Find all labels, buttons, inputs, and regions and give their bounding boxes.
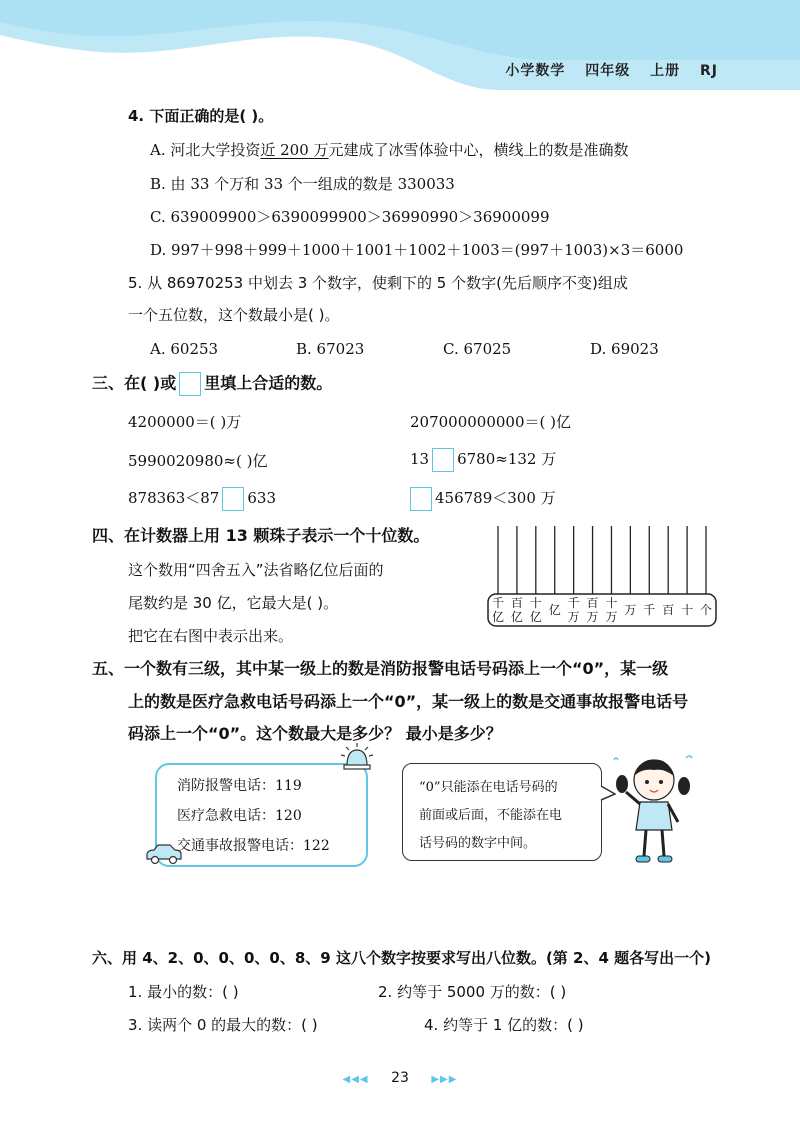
hint-line-2: 前面或后面，不能添在电 xyxy=(419,808,563,823)
q5-stem-line2: 一个五位数，这个数最小是( )。 xyxy=(128,306,340,324)
info-fire-phone: 消防报警电话：119 xyxy=(177,778,302,794)
hint-line-3: 话号码的数字中间。 xyxy=(419,836,537,851)
girl-illustration xyxy=(612,752,698,868)
section3-item-4-left: 13 xyxy=(410,450,430,468)
abacus-place-label: 千 xyxy=(643,603,656,617)
section3-item-4 xyxy=(410,448,556,472)
abacus-place-label: 千 xyxy=(491,596,505,610)
q5-option-b: B. 67023 xyxy=(296,340,365,358)
section6-q1: 1. 最小的数：( ) xyxy=(128,983,239,1001)
q4-option-a-suffix: 元建成了冰雪体验中心，横线上的数是准确数 xyxy=(328,141,629,159)
q4-option-d: D. 997＋998＋999＋1000＋1001＋1002＋1003＝(997＋1003)×3＝6000 xyxy=(150,241,684,259)
section3-item-5-left: 878363＜87 xyxy=(128,489,220,507)
section4-line2: 这个数用“四舍五入”法省略亿位后面的 xyxy=(128,561,384,579)
section4-line4: 把它在右图中表示出来。 xyxy=(128,627,294,645)
next-arrows-icon: ▶▶▶ xyxy=(431,1074,458,1085)
section4-line3: 尾数约是 30 亿，它最大是( )。 xyxy=(128,594,339,612)
section3-title-suffix: 里填上合适的数。 xyxy=(204,373,333,393)
page-number: 23 xyxy=(391,1070,409,1086)
section3-title-prefix: 三、在( )或 xyxy=(92,373,177,393)
q5-stem-line1: 5. 从 86970253 中划去 3 个数字，使剩下的 5 个数字(先后顺序不变)组成 xyxy=(128,274,628,292)
answer-box-input[interactable] xyxy=(432,448,454,472)
section3-item-6-text: 456789＜300 万 xyxy=(435,489,556,507)
q4-option-a-prefix: A. 河北大学投资 xyxy=(150,141,261,159)
abacus-place-label: 百 xyxy=(662,603,675,617)
abacus-place-label: 亿 xyxy=(548,603,561,617)
header-book-info xyxy=(491,60,718,80)
abacus-place-label: 个 xyxy=(699,603,713,617)
phone-number-info-box xyxy=(155,763,368,867)
answer-box-input[interactable] xyxy=(222,487,244,511)
header-volume: 上册 xyxy=(650,63,681,79)
hint-line-1: “0”只能添在电话号码的 xyxy=(419,780,558,795)
section6-q2: 2. 约等于 5000 万的数：( ) xyxy=(378,983,567,1001)
info-medical-phone: 医疗急救电话：120 xyxy=(177,808,302,824)
abacus-place-label: 十 xyxy=(605,596,618,610)
abacus-place-label: 万 xyxy=(605,610,618,624)
abacus-place-label: 万 xyxy=(567,610,580,624)
q4-option-c: C. 639009900＞6390099900＞36990990＞36900099 xyxy=(150,208,550,226)
abacus-place-label: 万 xyxy=(586,610,599,624)
answer-box-icon xyxy=(179,372,201,396)
q5-option-d: D. 69023 xyxy=(590,340,659,358)
q4-option-b: B. 由 33 个万和 33 个一组成的数是 330033 xyxy=(150,175,455,193)
abacus-place-label: 百 xyxy=(586,596,599,610)
section3-item-1: 4200000＝( )万 xyxy=(128,413,242,431)
abacus-place-label: 万 xyxy=(624,603,637,617)
abacus-place-label: 十 xyxy=(529,596,542,610)
section3-item-2: 207000000000＝( )亿 xyxy=(410,413,571,431)
q4-option-a-underlined: 近 200 万 xyxy=(260,141,329,159)
abacus-place-label: 十 xyxy=(681,603,694,617)
section3-item-6 xyxy=(410,487,556,511)
abacus-place-label: 亿 xyxy=(529,610,542,624)
abacus-place-label: 亿 xyxy=(491,610,505,624)
section3-item-5-right: 633 xyxy=(247,489,276,507)
page-footer xyxy=(0,1070,800,1086)
abacus-place-label: 百 xyxy=(510,596,523,610)
section5-line3: 码添上一个“0”。这个数最大是多少？ 最小是多少？ xyxy=(128,724,502,743)
prev-arrows-icon: ◀◀◀ xyxy=(342,1074,369,1085)
section3-item-3: 5990020980≈( )亿 xyxy=(128,452,268,470)
section3-item-5 xyxy=(128,487,276,511)
hint-speech-bubble xyxy=(402,763,602,861)
header-subject: 小学数学 xyxy=(505,63,566,79)
siren-icon xyxy=(338,742,376,770)
section3-item-4-right: 6780≈132 万 xyxy=(457,450,557,468)
answer-box-input[interactable] xyxy=(410,487,432,511)
q5-option-a: A. 60253 xyxy=(150,340,219,358)
header-edition: RJ xyxy=(700,63,718,79)
section6-q3: 3. 读两个 0 的最大的数：( ) xyxy=(128,1016,318,1034)
header-grade: 四年级 xyxy=(585,63,631,79)
abacus-place-label: 千 xyxy=(567,596,580,610)
section6-title: 六、用 4、2、0、0、0、0、8、9 这八个数字按要求写出八位数。(第 2、4 题各写出一个) xyxy=(92,949,711,967)
q4-stem: 4. 下面正确的是( )。 xyxy=(128,107,274,125)
abacus-place-label: 亿 xyxy=(510,610,523,624)
q4-option-a xyxy=(150,140,629,160)
section6-q4: 4. 约等于 1 亿的数：( ) xyxy=(424,1016,584,1034)
section5-line1: 五、一个数有三级，其中某一级上的数是消防报警电话号码添上一个“0”，某一级 xyxy=(92,659,669,678)
section5-line2: 上的数是医疗急救电话号码添上一个“0”，某一级上的数是交通事故报警电话号 xyxy=(128,692,689,711)
info-traffic-phone: 交通事故报警电话：122 xyxy=(177,838,330,854)
police-car-icon xyxy=(144,842,184,866)
q5-option-c: C. 67025 xyxy=(443,340,512,358)
counting-frame-abacus[interactable] xyxy=(484,524,720,644)
section4-line1: 四、在计数器上用 13 颗珠子表示一个十位数。 xyxy=(92,526,430,545)
section3-title xyxy=(92,372,332,396)
